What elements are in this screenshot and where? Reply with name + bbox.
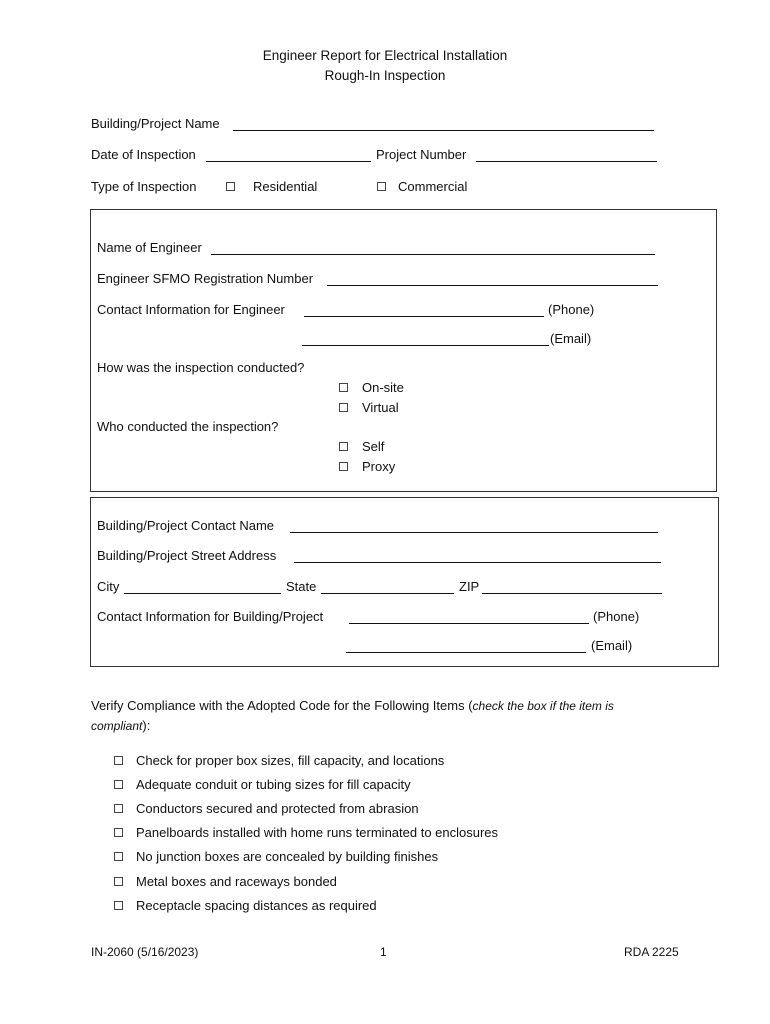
- compliance-checkbox-4[interactable]: [114, 828, 123, 837]
- engineer-name-field[interactable]: [213, 238, 653, 254]
- self-checkbox[interactable]: [339, 442, 348, 451]
- engineer-contact-label: Contact Information for Engineer: [97, 302, 285, 317]
- date-line: [206, 161, 371, 162]
- building-phone-line: [349, 623, 589, 624]
- street-address-label: Building/Project Street Address: [97, 548, 277, 563]
- state-label: State: [286, 579, 317, 594]
- compliance-intro-text: Verify Compliance with the Adopted Code for the Following Items (: [91, 698, 473, 713]
- proxy-checkbox[interactable]: [339, 462, 348, 471]
- contact-name-label: Building/Project Contact Name: [97, 518, 275, 533]
- city-label: City: [97, 579, 120, 594]
- sfmo-registration-line: [327, 285, 658, 286]
- rda-number: RDA 2225: [624, 945, 679, 959]
- compliance-checkbox-7[interactable]: [114, 901, 123, 910]
- compliance-intro-tail: ):: [142, 718, 151, 733]
- building-email-line: [346, 652, 586, 653]
- compliance-checkbox-6[interactable]: [114, 877, 123, 886]
- compliance-intro-italic: check the box if the item is: [472, 699, 614, 713]
- building-contact-info-label: Contact Information for Building/Project: [97, 609, 324, 624]
- compliance-intro-line2: [91, 718, 150, 733]
- project-name-label: Building/Project Name: [91, 116, 220, 131]
- street-address-line: [294, 562, 661, 563]
- type-of-inspection-label: Type of Inspection: [91, 179, 197, 194]
- contact-name-line: [290, 532, 658, 533]
- compliance-item-2: Adequate conduit or tubing sizes for fill capacity: [136, 777, 411, 792]
- engineer-name-line: [211, 254, 655, 255]
- contact-name-field[interactable]: [292, 516, 656, 532]
- how-conducted-label: How was the inspection conducted?: [97, 360, 305, 375]
- virtual-label: Virtual: [362, 400, 399, 415]
- who-conducted-label: Who conducted the inspection?: [97, 419, 279, 434]
- engineer-email-field[interactable]: [304, 329, 547, 345]
- project-name-field[interactable]: [235, 114, 652, 130]
- compliance-item-1: Check for proper box sizes, fill capacity, and locations: [136, 753, 445, 768]
- sfmo-registration-label: Engineer SFMO Registration Number: [97, 271, 314, 286]
- engineer-name-label: Name of Engineer: [97, 240, 202, 255]
- compliance-checkbox-3[interactable]: [114, 804, 123, 813]
- engineer-phone-field[interactable]: [306, 300, 542, 316]
- engineer-email-line: [302, 345, 549, 346]
- state-line: [321, 593, 454, 594]
- document-subtitle: Rough-In Inspection: [324, 68, 446, 83]
- zip-field[interactable]: [484, 577, 660, 593]
- compliance-item-4: Panelboards installed with home runs terminated to enclosures: [136, 825, 499, 840]
- on-site-label: On-site: [362, 380, 404, 395]
- project-number-label: Project Number: [376, 147, 467, 162]
- project-name-line: [233, 130, 654, 131]
- engineer-email-suffix: (Email): [550, 331, 592, 346]
- project-number-line: [476, 161, 657, 162]
- compliance-item-5: No junction boxes are concealed by building finishes: [136, 849, 439, 864]
- zip-label: ZIP: [459, 579, 480, 594]
- city-field[interactable]: [126, 577, 279, 593]
- compliance-intro-italic-2: compliant: [91, 719, 143, 733]
- proxy-label: Proxy: [362, 459, 396, 474]
- city-line: [124, 593, 281, 594]
- virtual-checkbox[interactable]: [339, 403, 348, 412]
- commercial-checkbox[interactable]: [377, 182, 386, 191]
- date-of-inspection-field[interactable]: [208, 145, 369, 161]
- project-number-field[interactable]: [478, 145, 655, 161]
- building-email-field[interactable]: [348, 636, 584, 652]
- commercial-label: Commercial: [398, 179, 468, 194]
- compliance-item-6: Metal boxes and raceways bonded: [136, 874, 337, 889]
- compliance-checkbox-1[interactable]: [114, 756, 123, 765]
- compliance-intro: [91, 698, 614, 713]
- building-phone-suffix: (Phone): [593, 609, 640, 624]
- form-id: IN-2060 (5/16/2023): [91, 945, 199, 959]
- engineer-phone-suffix: (Phone): [548, 302, 595, 317]
- compliance-item-7: Receptacle spacing distances as required: [136, 898, 377, 913]
- sfmo-registration-field[interactable]: [329, 269, 656, 285]
- compliance-checkbox-5[interactable]: [114, 852, 123, 861]
- compliance-checkbox-2[interactable]: [114, 780, 123, 789]
- residential-checkbox[interactable]: [226, 182, 235, 191]
- zip-line: [482, 593, 662, 594]
- compliance-item-3: Conductors secured and protected from abrasion: [136, 801, 419, 816]
- on-site-checkbox[interactable]: [339, 383, 348, 392]
- date-of-inspection-label: Date of Inspection: [91, 147, 196, 162]
- residential-label: Residential: [253, 179, 318, 194]
- self-label: Self: [362, 439, 385, 454]
- document-title: Engineer Report for Electrical Installation: [262, 48, 508, 63]
- state-field[interactable]: [323, 577, 452, 593]
- page-number: 1: [380, 945, 387, 959]
- street-address-field[interactable]: [296, 546, 659, 562]
- building-email-suffix: (Email): [591, 638, 633, 653]
- building-phone-field[interactable]: [351, 607, 587, 623]
- engineer-phone-line: [304, 316, 544, 317]
